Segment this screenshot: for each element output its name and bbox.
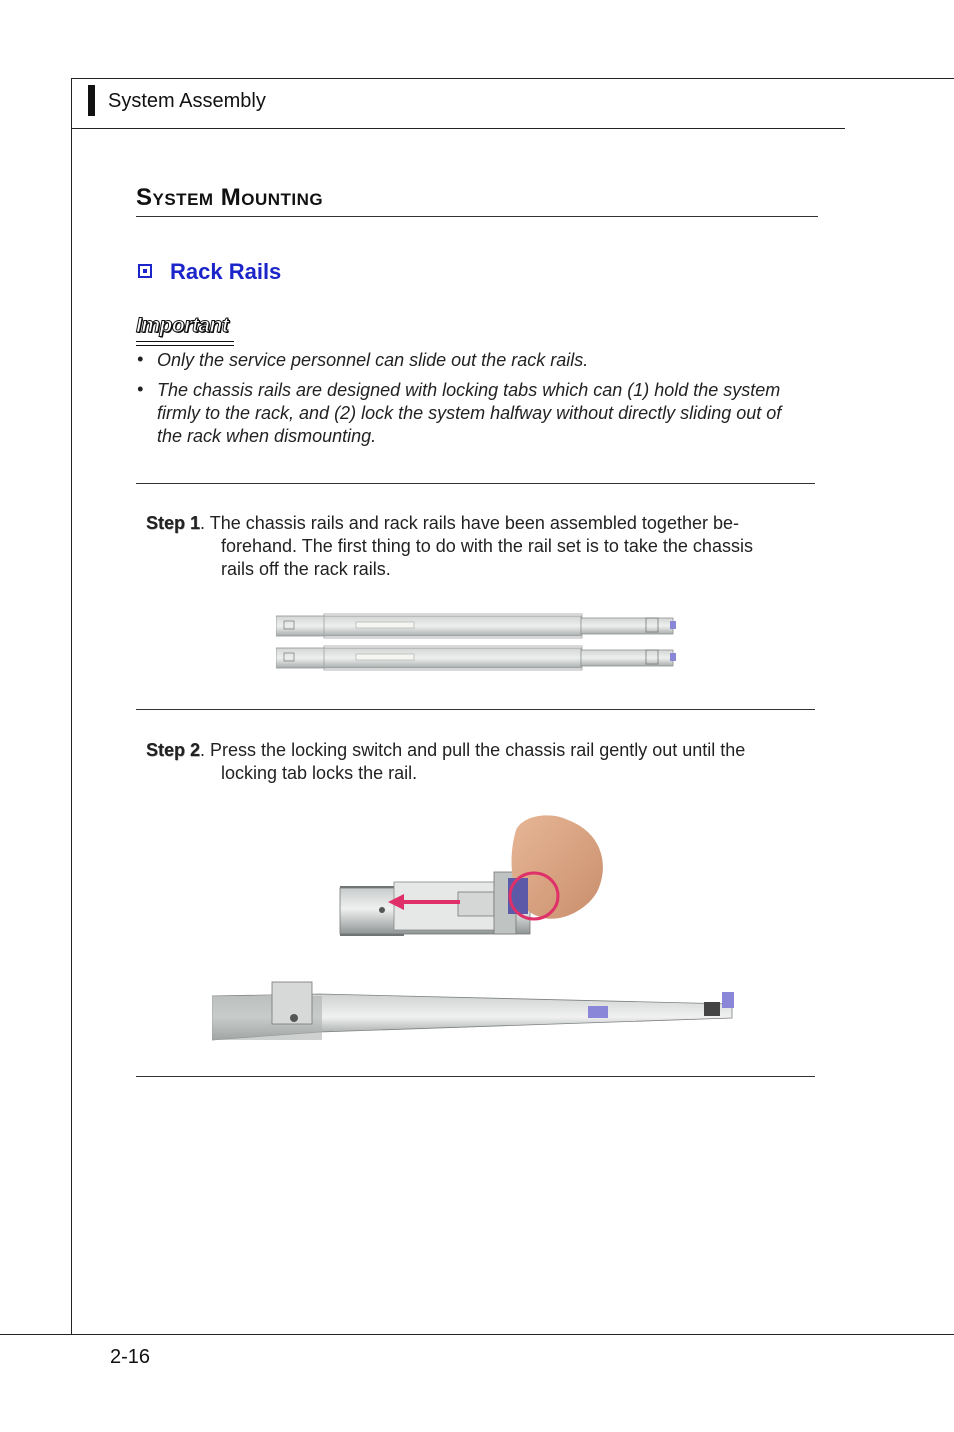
bullet-line: The chassis rails are designed with locking tabs which can (1) hold the system xyxy=(157,380,781,400)
step-1-line-3: rails off the rack rails. xyxy=(221,559,391,579)
section-title: System Mounting xyxy=(136,184,324,211)
step-1-label: Step 1 xyxy=(146,513,201,533)
section-rule xyxy=(136,216,818,217)
header-bar-marker xyxy=(88,85,95,116)
step-divider xyxy=(136,709,815,710)
step-2-text: . Press the locking switch and pull the chassis rail gently out until the xyxy=(200,740,746,760)
top-frame-line xyxy=(71,78,954,79)
step-1-line-2: forehand. The first thing to do with the rail set is to take the chassis xyxy=(221,536,753,556)
step-divider xyxy=(136,483,815,484)
bullet-dot: • xyxy=(137,379,144,399)
bullet-line: Only the service personnel can slide out the rack rails. xyxy=(157,350,589,370)
footer-rule xyxy=(0,1334,954,1335)
bullet-line: firmly to the rack, and (2) lock the system halfway without directly sliding out of xyxy=(157,403,782,423)
step-2-label: Step 2 xyxy=(146,740,201,760)
bullet-dot: • xyxy=(137,349,144,369)
running-header-title: System Assembly xyxy=(108,90,266,112)
locking-switch-photo xyxy=(338,812,614,940)
rail-set-photo xyxy=(276,610,680,674)
important-underline xyxy=(136,345,234,346)
header-rule xyxy=(71,128,845,129)
important-underline xyxy=(136,341,234,342)
step-1-line-1 xyxy=(146,512,739,535)
step-divider xyxy=(136,1076,815,1077)
important-label: Important xyxy=(136,314,229,337)
extended-rail-photo xyxy=(212,978,742,1042)
subsection-title: Rack Rails xyxy=(170,259,282,284)
step-2-line-2: locking tab locks the rail. xyxy=(221,763,418,783)
important-bullet-2 xyxy=(157,379,781,448)
page-number: 2-16 xyxy=(110,1346,151,1368)
step-2-line-1 xyxy=(146,739,745,762)
bullet-line: the rack when dismounting. xyxy=(157,426,377,446)
square-bullet-icon xyxy=(138,264,152,278)
step-1-text: . The chassis rails and rack rails have been assembled together be- xyxy=(200,513,739,533)
left-margin-line xyxy=(71,78,72,1334)
important-bullet-1 xyxy=(157,349,588,372)
